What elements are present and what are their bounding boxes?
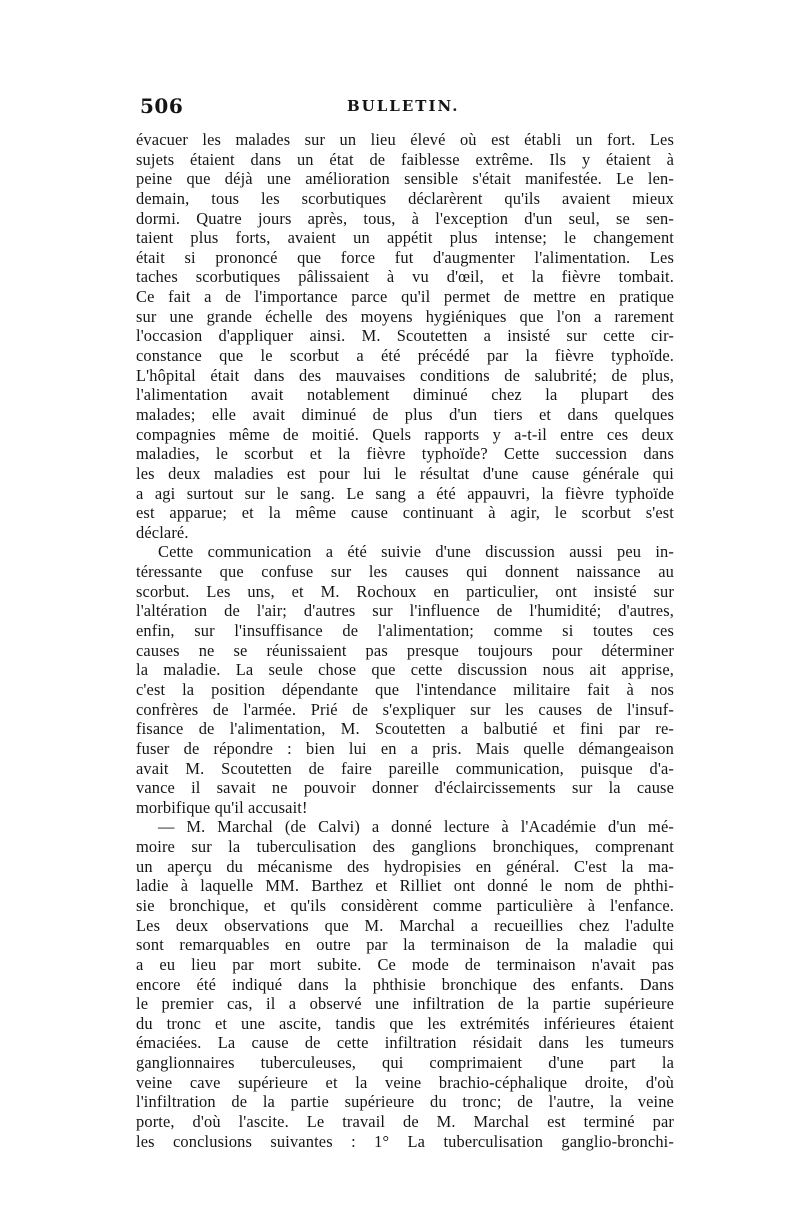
text-line: est apparue; et la même cause continuant à agir, le scorbut s'est	[136, 503, 674, 523]
page-header	[140, 94, 680, 118]
text-line: Ce fait a de l'importance parce qu'il permet de mettre en pratique	[136, 287, 674, 307]
text-line: l'altération de l'air; d'autres sur l'influence de l'humidité; d'autres,	[136, 601, 674, 621]
text-line: un aperçu du mécanisme des hydropisies en général. C'est la ma-	[136, 856, 674, 876]
text-line: avait M. Scoutetten de faire pareille communication, puisque d'a-	[136, 758, 674, 778]
text-line: a agi surtout sur le sang. Le sang a été appauvri, la fièvre typhoïde	[136, 483, 674, 503]
text-line: ladie à laquelle MM. Barthez et Rilliet ont donné le nom de phthi-	[136, 876, 674, 896]
text-line: la maladie. La seule chose que cette discussion nous ait apprise,	[136, 660, 674, 680]
text-line: taient plus forts, avaient un appétit plus intense; le changement	[136, 228, 674, 248]
text-line: confrères de l'armée. Prié de s'expliquer sur les causes de l'insuf-	[136, 699, 674, 719]
text-line: compagnies même de moitié. Quels rapports y a-t-il entre ces deux	[136, 424, 674, 444]
text-line: c'est la position dépendante que l'intendance militaire fait à nos	[136, 679, 674, 699]
text-line: maladies, le scorbut et la fièvre typhoïde? Cette succession dans	[136, 444, 674, 464]
text-line: l'occasion d'appliquer ainsi. M. Scoutetten a insisté sur cette cir-	[136, 326, 674, 346]
text-line: constance que le scorbut a été précédé par la fièvre typhoïde.	[136, 346, 674, 366]
text-line: sujets étaient dans un état de faiblesse extrême. Ils y étaient à	[136, 149, 674, 169]
paragraph-end-line: morbifique qu'il accusait!	[136, 797, 308, 817]
text-line: L'hôpital était dans des mauvaises conditions de salubrité; de plus,	[136, 365, 674, 385]
body-text	[136, 130, 674, 1151]
paragraph-start-line: — M. Marchal (de Calvi) a donné lecture à l'Académie d'un mé-	[158, 817, 674, 837]
text-line: taches scorbutiques pâlissaient à vu d'œil, et la fièvre tombait.	[136, 267, 674, 287]
text-line: fisance de l'alimentation, M. Scoutetten a balbutié et fini par re-	[136, 719, 674, 739]
text-line: veine cave supérieure et la veine brachio-céphalique droite, d'où	[136, 1072, 674, 1092]
text-line: l'alimentation avait notablement diminué chez la plupart des	[136, 385, 674, 405]
text-line: sont remarquables en outre par la terminaison de la maladie qui	[136, 935, 674, 955]
text-line: du tronc et une ascite, tandis que les extrémités inférieures étaient	[136, 1013, 674, 1033]
text-line: émaciées. La cause de cette infiltration résidait dans les tumeurs	[136, 1033, 674, 1053]
text-line: évacuer les malades sur un lieu élevé où est établi un fort. Les	[136, 130, 674, 149]
text-line: vance il savait ne pouvoir donner d'éclaircissements sur la cause	[136, 778, 674, 798]
text-line: était si prononcé que force fut d'augmenter l'alimentation. Les	[136, 247, 674, 267]
text-line: dormi. Quatre jours après, tous, à l'exception d'un seul, se sen-	[136, 208, 674, 228]
text-line: sie bronchique, et qu'ils considèrent comme particulière à l'enfance.	[136, 895, 674, 915]
text-line: enfin, sur l'insuffisance de l'alimentation; comme si toutes ces	[136, 621, 674, 641]
text-line: les conclusions suivantes : 1° La tuberculisation ganglio-bronchi-	[136, 1131, 674, 1151]
text-line: sur une grande échelle des moyens hygiéniques que l'on a rarement	[136, 306, 674, 326]
text-line: Les deux observations que M. Marchal a recueillies chez l'adulte	[136, 915, 674, 935]
text-line: a eu lieu par mort subite. Ce mode de terminaison n'avait pas	[136, 954, 674, 974]
text-line: les deux maladies est pour lui le résultat d'une cause générale qui	[136, 463, 674, 483]
text-line: malades; elle avait diminué de plus d'un tiers et dans quelques	[136, 404, 674, 424]
text-line: ganglionnaires tuberculeuses, qui comprimaient d'une part la	[136, 1053, 674, 1073]
paragraph-start-line: Cette communication a été suivie d'une discussion aussi peu in-	[158, 542, 674, 562]
text-line: peine que déjà une amélioration sensible s'était manifestée. Le len-	[136, 169, 674, 189]
text-line: l'infiltration de la partie supérieure du tronc; de l'autre, la veine	[136, 1092, 674, 1112]
running-title: BULLETIN.	[347, 97, 460, 115]
text-line: fuser de répondre : bien lui en a pris. Mais quelle démangeaison	[136, 738, 674, 758]
text-line: scorbut. Les uns, et M. Rochoux en particulier, ont insisté sur	[136, 581, 674, 601]
text-line: porte, d'où l'ascite. Le travail de M. Marchal est terminé par	[136, 1112, 674, 1132]
text-line: téressante que confuse sur les causes qui donnent naissance au	[136, 562, 674, 582]
text-line: demain, tous les scorbutiques déclarèrent qu'ils avaient mieux	[136, 188, 674, 208]
page-number: 506	[140, 94, 184, 118]
text-line: causes ne se réunissaient pas presque toujours pour déterminer	[136, 640, 674, 660]
paragraph-end-line: déclaré.	[136, 522, 189, 542]
text-line: moire sur la tuberculisation des ganglions bronchiques, comprenant	[136, 837, 674, 857]
text-line: le premier cas, il a observé une infiltration de la partie supérieure	[136, 994, 674, 1014]
text-line: encore été indiqué dans la phthisie bronchique des enfants. Dans	[136, 974, 674, 994]
